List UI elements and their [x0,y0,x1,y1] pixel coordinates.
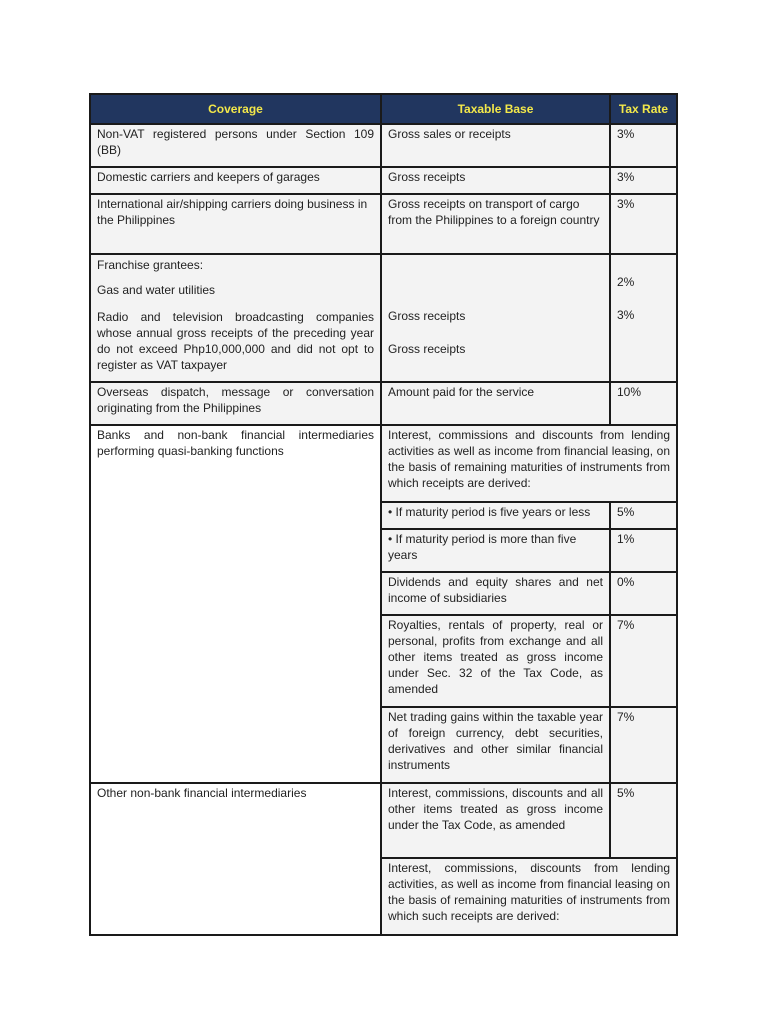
franchise-title: Franchise grantees: [97,258,204,272]
banks-intro-cell: Interest, commissions and discounts from lending activities as well as income from financial leasing, on the basis of remaining maturities of instruments from which receipts are derived: [381,425,677,502]
franchise-base-2: Gross receipts [388,342,466,356]
tax-rate-cell: 3% [610,194,677,254]
taxable-base-cell: Dividends and equity shares and net income of subsidiaries [381,572,610,615]
header-taxable-base: Taxable Base [381,94,610,124]
taxable-base-cell: Gross receipts on transport of cargo from the Philippines to a foreign country [381,194,610,254]
coverage-cell [90,254,381,382]
taxable-base-cell: • If maturity period is more than five years [381,529,610,572]
header-tax-rate: Tax Rate [610,94,677,124]
franchise-rate-2: 3% [617,308,635,322]
other-nbfi-lending-cell: Interest, commissions, discounts from lending activities, as well as income from financial leasing on the basis of remaining maturities of instruments from which such receipts are derived: [381,858,677,935]
taxable-base-cell: Interest, commissions, discounts and all other items treated as gross income under the Tax Code, as amended [381,783,610,858]
taxable-base-cell [381,254,610,382]
table-row [90,254,677,382]
tax-rate-cell: 5% [610,502,677,529]
coverage-cell: Overseas dispatch, message or conversation originating from the Philippines [90,382,381,425]
taxable-base-cell: Gross sales or receipts [381,124,610,167]
franchise-base-1: Gross receipts [388,309,466,323]
tax-rate-cell [610,254,677,382]
coverage-cell: Non-VAT registered persons under Section 109 (BB) [90,124,381,167]
taxable-base-cell: Amount paid for the service [381,382,610,425]
franchise-gas: Gas and water utilities [97,283,216,297]
tax-rate-cell: 7% [610,707,677,783]
tax-rate-cell: 5% [610,783,677,858]
coverage-cell: Domestic carriers and keepers of garages [90,167,381,194]
table-row [90,194,677,254]
tax-rate-cell: 1% [610,529,677,572]
table-row [90,167,677,194]
table-row [90,382,677,425]
tax-table [89,93,678,936]
coverage-cell: International air/shipping carriers doing business in the Philippines [90,194,381,254]
taxable-base-cell: • If maturity period is five years or less [381,502,610,529]
franchise-rate-1: 2% [617,275,635,289]
tax-rate-cell: 10% [610,382,677,425]
table-row [90,425,677,502]
tax-rate-cell: 3% [610,124,677,167]
tax-rate-cell: 0% [610,572,677,615]
taxable-base-cell: Gross receipts [381,167,610,194]
tax-rate-cell: 7% [610,615,677,707]
franchise-radio: Radio and television broadcasting companies whose annual gross receipts of the preceding year do not exceed Php10,000,000 and did not opt to register as VAT taxpayer [97,310,374,372]
taxable-base-cell: Net trading gains within the taxable year of foreign currency, debt securities, derivatives and other similar financial instruments [381,707,610,783]
table-row [90,124,677,167]
header-coverage: Coverage [90,94,381,124]
taxable-base-cell: Royalties, rentals of property, real or personal, profits from exchange and all other items treated as gross income under Sec. 32 of the Tax Code, as amended [381,615,610,707]
coverage-cell-banks: Banks and non-bank financial intermediaries performing quasi-banking functions [90,425,381,783]
table-row [90,783,677,858]
coverage-cell-other-nbfi: Other non-bank financial intermediaries [90,783,381,935]
tax-rate-cell: 3% [610,167,677,194]
header-row [90,94,677,124]
